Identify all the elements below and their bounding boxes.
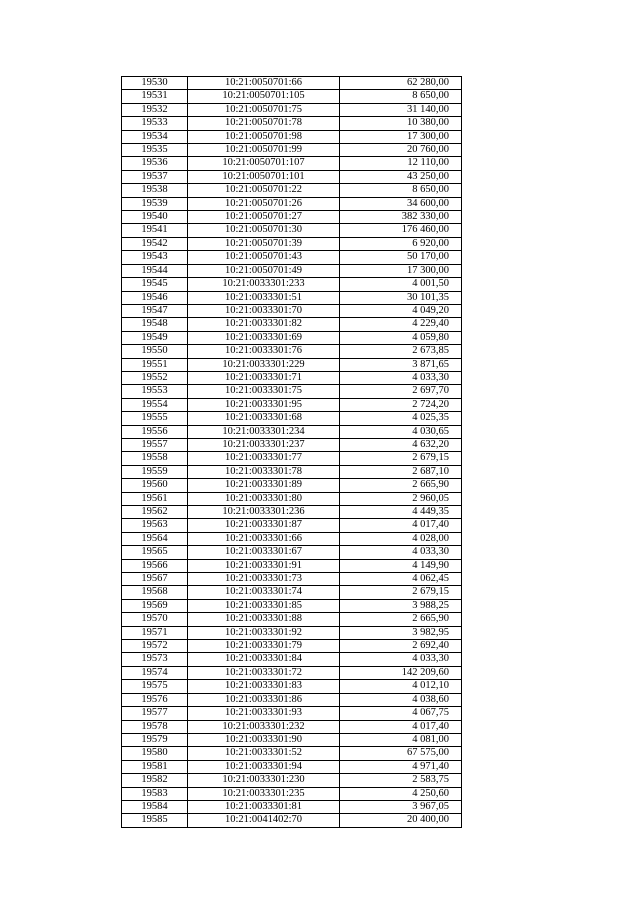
table-row (122, 184, 462, 197)
cadastral-number-cell: 10:21:0033301:232 (188, 720, 340, 733)
row-number-cell: 19535 (122, 144, 188, 157)
amount-cell: 3 988,25 (340, 599, 462, 612)
cadastral-number-cell: 10:21:0033301:237 (188, 438, 340, 451)
table-row (122, 103, 462, 116)
cadastral-number-cell: 10:21:0033301:69 (188, 331, 340, 344)
row-number-cell: 19575 (122, 680, 188, 693)
amount-cell: 4 059,80 (340, 331, 462, 344)
cadastral-number-cell: 10:21:0033301:80 (188, 492, 340, 505)
row-number-cell: 19578 (122, 720, 188, 733)
row-number-cell: 19573 (122, 653, 188, 666)
amount-cell: 20 760,00 (340, 144, 462, 157)
row-number-cell: 19569 (122, 599, 188, 612)
table-row (122, 157, 462, 170)
row-number-cell: 19534 (122, 130, 188, 143)
row-number-cell: 19576 (122, 693, 188, 706)
cadastral-number-cell: 10:21:0033301:85 (188, 599, 340, 612)
row-number-cell: 19561 (122, 492, 188, 505)
amount-cell: 2 692,40 (340, 640, 462, 653)
cadastral-number-cell: 10:21:0033301:236 (188, 506, 340, 519)
table-row (122, 385, 462, 398)
amount-cell: 3 967,05 (340, 800, 462, 813)
cadastral-number-cell: 10:21:0050701:27 (188, 211, 340, 224)
table-row (122, 760, 462, 773)
amount-cell: 2 583,75 (340, 774, 462, 787)
row-number-cell: 19560 (122, 479, 188, 492)
cadastral-number-cell: 10:21:0033301:84 (188, 653, 340, 666)
cadastral-number-cell: 10:21:0050701:30 (188, 224, 340, 237)
cadastral-number-cell: 10:21:0033301:67 (188, 546, 340, 559)
row-number-cell: 19565 (122, 546, 188, 559)
table-row (122, 800, 462, 813)
row-number-cell: 19553 (122, 385, 188, 398)
row-number-cell: 19559 (122, 465, 188, 478)
amount-cell: 4 049,20 (340, 304, 462, 317)
amount-cell: 4 033,30 (340, 653, 462, 666)
table-row (122, 465, 462, 478)
cadastral-number-cell: 10:21:0033301:234 (188, 425, 340, 438)
row-number-cell: 19540 (122, 211, 188, 224)
row-number-cell: 19557 (122, 438, 188, 451)
amount-cell: 12 110,00 (340, 157, 462, 170)
amount-cell: 6 920,00 (340, 237, 462, 250)
row-number-cell: 19544 (122, 264, 188, 277)
amount-cell: 8 650,00 (340, 184, 462, 197)
cadastral-number-cell: 10:21:0033301:76 (188, 345, 340, 358)
row-number-cell: 19532 (122, 103, 188, 116)
row-number-cell: 19563 (122, 519, 188, 532)
cadastral-number-cell: 10:21:0050701:49 (188, 264, 340, 277)
row-number-cell: 19552 (122, 371, 188, 384)
table-row (122, 211, 462, 224)
row-number-cell: 19562 (122, 506, 188, 519)
cadastral-number-cell: 10:21:0033301:68 (188, 412, 340, 425)
table-row (122, 546, 462, 559)
table-row (122, 559, 462, 572)
cadastral-number-cell: 10:21:0033301:88 (188, 613, 340, 626)
table-row (122, 452, 462, 465)
table-row (122, 304, 462, 317)
row-number-cell: 19550 (122, 345, 188, 358)
table-row (122, 264, 462, 277)
amount-cell: 17 300,00 (340, 264, 462, 277)
amount-cell: 17 300,00 (340, 130, 462, 143)
amount-cell: 4 017,40 (340, 720, 462, 733)
table-row (122, 586, 462, 599)
row-number-cell: 19543 (122, 251, 188, 264)
cadastral-number-cell: 10:21:0033301:92 (188, 626, 340, 639)
row-number-cell: 19555 (122, 412, 188, 425)
cadastral-number-cell: 10:21:0050701:75 (188, 103, 340, 116)
amount-cell: 4 229,40 (340, 318, 462, 331)
cadastral-number-cell: 10:21:0033301:79 (188, 640, 340, 653)
table-row (122, 224, 462, 237)
row-number-cell: 19545 (122, 278, 188, 291)
amount-cell: 3 982,95 (340, 626, 462, 639)
cadastral-number-cell: 10:21:0033301:51 (188, 291, 340, 304)
amount-cell: 2 665,90 (340, 613, 462, 626)
amount-cell: 4 001,50 (340, 278, 462, 291)
amount-cell: 3 871,65 (340, 358, 462, 371)
amount-cell: 2 697,70 (340, 385, 462, 398)
row-number-cell: 19548 (122, 318, 188, 331)
table-row (122, 532, 462, 545)
amount-cell: 67 575,00 (340, 747, 462, 760)
cadastral-number-cell: 10:21:0033301:95 (188, 398, 340, 411)
amount-cell: 4 012,10 (340, 680, 462, 693)
table-row (122, 237, 462, 250)
row-number-cell: 19585 (122, 814, 188, 827)
cadastral-number-cell: 10:21:0033301:90 (188, 733, 340, 746)
row-number-cell: 19571 (122, 626, 188, 639)
cadastral-number-cell: 10:21:0033301:77 (188, 452, 340, 465)
cadastral-number-cell: 10:21:0033301:81 (188, 800, 340, 813)
table-row (122, 573, 462, 586)
table-row (122, 331, 462, 344)
table-row (122, 318, 462, 331)
table-row (122, 653, 462, 666)
amount-cell: 31 140,00 (340, 103, 462, 116)
amount-cell: 2 960,05 (340, 492, 462, 505)
row-number-cell: 19558 (122, 452, 188, 465)
cadastral-number-cell: 10:21:0033301:93 (188, 707, 340, 720)
table-row (122, 787, 462, 800)
row-number-cell: 19539 (122, 197, 188, 210)
amount-cell: 62 280,00 (340, 77, 462, 90)
cadastral-number-cell: 10:21:0033301:86 (188, 693, 340, 706)
row-number-cell: 19577 (122, 707, 188, 720)
row-number-cell: 19537 (122, 170, 188, 183)
row-number-cell: 19538 (122, 184, 188, 197)
cadastral-number-cell: 10:21:0033301:72 (188, 666, 340, 679)
cadastral-number-cell: 10:21:0033301:230 (188, 774, 340, 787)
amount-cell: 4 067,75 (340, 707, 462, 720)
row-number-cell: 19564 (122, 532, 188, 545)
row-number-cell: 19530 (122, 77, 188, 90)
row-number-cell: 19542 (122, 237, 188, 250)
amount-cell: 4 028,00 (340, 532, 462, 545)
amount-cell: 4 017,40 (340, 519, 462, 532)
table-row (122, 693, 462, 706)
table-row (122, 747, 462, 760)
cadastral-number-cell: 10:21:0050701:99 (188, 144, 340, 157)
table-row (122, 519, 462, 532)
cadastral-number-cell: 10:21:0033301:82 (188, 318, 340, 331)
table-row (122, 278, 462, 291)
row-number-cell: 19583 (122, 787, 188, 800)
row-number-cell: 19546 (122, 291, 188, 304)
row-number-cell: 19567 (122, 573, 188, 586)
cadastral-number-cell: 10:21:0033301:74 (188, 586, 340, 599)
table-row (122, 707, 462, 720)
amount-cell: 176 460,00 (340, 224, 462, 237)
table-row (122, 720, 462, 733)
table-row (122, 345, 462, 358)
row-number-cell: 19568 (122, 586, 188, 599)
amount-cell: 382 330,00 (340, 211, 462, 224)
amount-cell: 2 687,10 (340, 465, 462, 478)
table-row (122, 170, 462, 183)
table-row (122, 291, 462, 304)
table-row (122, 144, 462, 157)
amount-cell: 4 030,65 (340, 425, 462, 438)
table-row (122, 438, 462, 451)
cadastral-number-cell: 10:21:0050701:26 (188, 197, 340, 210)
cadastral-number-cell: 10:21:0033301:89 (188, 479, 340, 492)
row-number-cell: 19582 (122, 774, 188, 787)
amount-cell: 2 679,15 (340, 586, 462, 599)
table-row (122, 506, 462, 519)
amount-cell: 4 632,20 (340, 438, 462, 451)
row-number-cell: 19549 (122, 331, 188, 344)
table-row (122, 117, 462, 130)
amount-cell: 43 250,00 (340, 170, 462, 183)
amount-cell: 34 600,00 (340, 197, 462, 210)
table-body (122, 77, 462, 828)
row-number-cell: 19531 (122, 90, 188, 103)
table-row (122, 626, 462, 639)
amount-cell: 4 081,00 (340, 733, 462, 746)
cadastral-number-cell: 10:21:0033301:71 (188, 371, 340, 384)
amount-cell: 2 673,85 (340, 345, 462, 358)
table-row (122, 640, 462, 653)
amount-cell: 4 971,40 (340, 760, 462, 773)
cadastral-number-cell: 10:21:0050701:66 (188, 77, 340, 90)
cadastral-number-cell: 10:21:0041402:70 (188, 814, 340, 827)
cadastral-number-cell: 10:21:0033301:75 (188, 385, 340, 398)
cadastral-number-cell: 10:21:0033301:94 (188, 760, 340, 773)
cadastral-number-cell: 10:21:0033301:233 (188, 278, 340, 291)
cadastral-number-cell: 10:21:0033301:87 (188, 519, 340, 532)
amount-cell: 4 250,60 (340, 787, 462, 800)
table-row (122, 358, 462, 371)
amount-cell: 4 025,35 (340, 412, 462, 425)
amount-cell: 2 665,90 (340, 479, 462, 492)
cadastral-number-cell: 10:21:0050701:98 (188, 130, 340, 143)
table-row (122, 251, 462, 264)
cadastral-number-cell: 10:21:0050701:105 (188, 90, 340, 103)
table-row (122, 398, 462, 411)
table-row (122, 197, 462, 210)
amount-cell: 2 679,15 (340, 452, 462, 465)
cadastral-number-cell: 10:21:0050701:43 (188, 251, 340, 264)
table-row (122, 425, 462, 438)
row-number-cell: 19580 (122, 747, 188, 760)
row-number-cell: 19551 (122, 358, 188, 371)
row-number-cell: 19554 (122, 398, 188, 411)
cadastral-number-cell: 10:21:0050701:78 (188, 117, 340, 130)
row-number-cell: 19556 (122, 425, 188, 438)
table-row (122, 666, 462, 679)
amount-cell: 4 149,90 (340, 559, 462, 572)
cadastral-number-cell: 10:21:0033301:70 (188, 304, 340, 317)
table-row (122, 599, 462, 612)
table-row (122, 371, 462, 384)
amount-cell: 142 209,60 (340, 666, 462, 679)
row-number-cell: 19541 (122, 224, 188, 237)
table-row (122, 77, 462, 90)
amount-cell: 20 400,00 (340, 814, 462, 827)
cadastral-number-cell: 10:21:0033301:235 (188, 787, 340, 800)
cadastral-number-cell: 10:21:0050701:101 (188, 170, 340, 183)
table-row (122, 680, 462, 693)
amount-cell: 4 038,60 (340, 693, 462, 706)
amount-cell: 4 033,30 (340, 371, 462, 384)
amount-cell: 8 650,00 (340, 90, 462, 103)
row-number-cell: 19536 (122, 157, 188, 170)
table-row (122, 733, 462, 746)
amount-cell: 10 380,00 (340, 117, 462, 130)
table-row (122, 130, 462, 143)
data-table (121, 76, 462, 828)
cadastral-number-cell: 10:21:0033301:66 (188, 532, 340, 545)
row-number-cell: 19572 (122, 640, 188, 653)
cadastral-number-cell: 10:21:0033301:78 (188, 465, 340, 478)
table-row (122, 492, 462, 505)
row-number-cell: 19579 (122, 733, 188, 746)
cadastral-number-cell: 10:21:0033301:229 (188, 358, 340, 371)
cadastral-number-cell: 10:21:0050701:39 (188, 237, 340, 250)
cadastral-number-cell: 10:21:0033301:83 (188, 680, 340, 693)
table-row (122, 814, 462, 827)
row-number-cell: 19533 (122, 117, 188, 130)
amount-cell: 50 170,00 (340, 251, 462, 264)
cadastral-number-cell: 10:21:0050701:107 (188, 157, 340, 170)
cadastral-number-cell: 10:21:0050701:22 (188, 184, 340, 197)
table-row (122, 412, 462, 425)
amount-cell: 4 062,45 (340, 573, 462, 586)
amount-cell: 4 449,35 (340, 506, 462, 519)
amount-cell: 2 724,20 (340, 398, 462, 411)
table-row (122, 774, 462, 787)
row-number-cell: 19584 (122, 800, 188, 813)
row-number-cell: 19566 (122, 559, 188, 572)
table-row (122, 90, 462, 103)
amount-cell: 4 033,30 (340, 546, 462, 559)
cadastral-number-cell: 10:21:0033301:91 (188, 559, 340, 572)
row-number-cell: 19547 (122, 304, 188, 317)
table-row (122, 479, 462, 492)
table-row (122, 613, 462, 626)
cadastral-number-cell: 10:21:0033301:52 (188, 747, 340, 760)
amount-cell: 30 101,35 (340, 291, 462, 304)
row-number-cell: 19581 (122, 760, 188, 773)
row-number-cell: 19574 (122, 666, 188, 679)
row-number-cell: 19570 (122, 613, 188, 626)
cadastral-number-cell: 10:21:0033301:73 (188, 573, 340, 586)
